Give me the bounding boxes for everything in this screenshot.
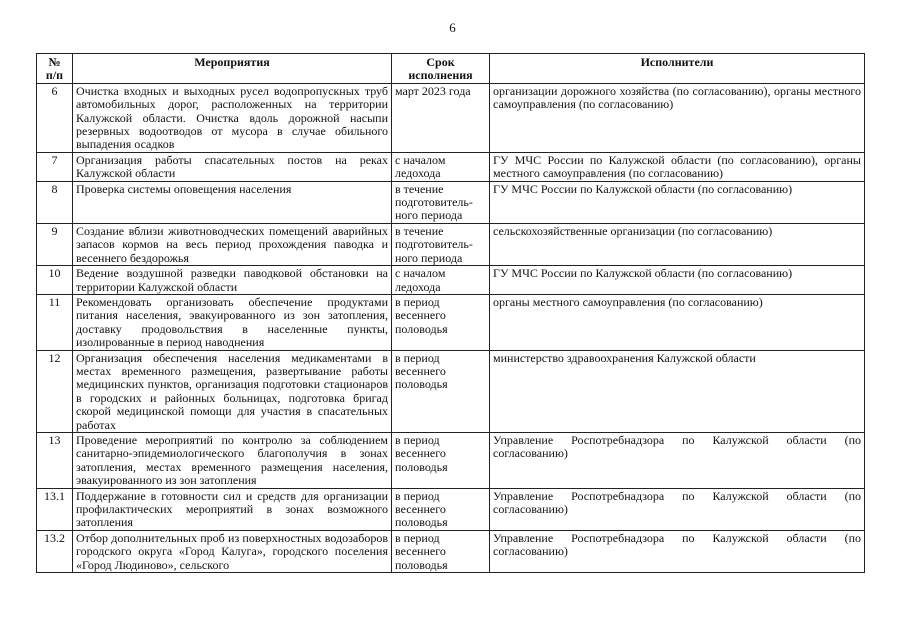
row-executors: Управление Роспотребнадзора по Калужской области (по согласованию) xyxy=(490,488,865,530)
row-term: март 2023 года xyxy=(392,83,490,152)
table-row xyxy=(37,152,865,181)
table-row xyxy=(37,530,865,572)
row-num: 13 xyxy=(37,432,73,488)
table-row xyxy=(37,432,865,488)
row-num: 13.1 xyxy=(37,488,73,530)
row-executors: ГУ МЧС России по Калужской области (по согласованию) xyxy=(490,266,865,295)
table-row xyxy=(37,266,865,295)
row-event: Создание вблизи животноводческих помещений аварийных запасов кормов на весь период прохождения паводка и весеннего бездорожья xyxy=(73,223,392,265)
row-term: в период весеннего половодья xyxy=(392,530,490,572)
row-event: Ведение воздушной разведки паводковой обстановки на территории Калужской области xyxy=(73,266,392,295)
row-term: с началом ледохода xyxy=(392,152,490,181)
header-term-line1: Срок xyxy=(426,55,455,69)
row-num: 9 xyxy=(37,223,73,265)
row-event: Очистка входных и выходных русел водопропускных труб автомобильных дорог, расположенных на территории Калужской области. Очистка вдоль дорожной насыпи резервных водоотводов от мусора в случае обильного выпадения осадков xyxy=(73,83,392,152)
row-term: в период весеннего половодья xyxy=(392,432,490,488)
header-term xyxy=(392,54,490,84)
row-num: 11 xyxy=(37,294,73,350)
page-number: 6 xyxy=(449,20,456,35)
row-term: в период весеннего половодья xyxy=(392,350,490,432)
row-num: 10 xyxy=(37,266,73,295)
table-header-row xyxy=(37,54,865,84)
row-term: в период весеннего половодья xyxy=(392,488,490,530)
row-event: Поддержание в готовности сил и средств для организации профилактических мероприятий в зонах возможного затопления xyxy=(73,488,392,530)
header-event: Мероприятия xyxy=(73,54,392,84)
row-term: в период весеннего половодья xyxy=(392,294,490,350)
row-num: 13.2 xyxy=(37,530,73,572)
row-executors: министерство здравоохранения Калужской области xyxy=(490,350,865,432)
header-num xyxy=(37,54,73,84)
table-row xyxy=(37,488,865,530)
row-term: в течение подготовитель-ного периода xyxy=(392,223,490,265)
row-event: Организация обеспечения населения медикаментами в местах временного размещения, развертывание работы медицинских пунктов, организация подготовки стационаров в городских и районных больницах, подготовка бригад скорой медицинской помощи для участия в спасательных работах xyxy=(73,350,392,432)
header-executors: Исполнители xyxy=(490,54,865,84)
header-num-line2: п/п xyxy=(45,68,64,83)
row-executors: сельскохозяйственные организации (по согласованию) xyxy=(490,223,865,265)
header-num-line1: № xyxy=(48,55,61,69)
table-row xyxy=(37,223,865,265)
table-row xyxy=(37,294,865,350)
row-term: с началом ледохода xyxy=(392,266,490,295)
row-executors: ГУ МЧС России по Калужской области (по согласованию) xyxy=(490,181,865,223)
row-event: Рекомендовать организовать обеспечение продуктами питания населения, эвакуированного из зон затопления, доставку продовольствия в населенные пункты, изолированные в период наводнения xyxy=(73,294,392,350)
row-num: 6 xyxy=(37,83,73,152)
row-num: 7 xyxy=(37,152,73,181)
row-executors: органы местного самоуправления (по согласованию) xyxy=(490,294,865,350)
table-row xyxy=(37,83,865,152)
table-row xyxy=(37,181,865,223)
row-executors: ГУ МЧС России по Калужской области (по согласованию), органы местного самоуправления (по согласованию) xyxy=(490,152,865,181)
row-num: 12 xyxy=(37,350,73,432)
row-executors: Управление Роспотребнадзора по Калужской области (по согласованию) xyxy=(490,432,865,488)
row-num: 8 xyxy=(37,181,73,223)
row-event: Проверка системы оповещения населения xyxy=(73,181,392,223)
row-term: в течение подготовитель-ного периода xyxy=(392,181,490,223)
row-executors: организации дорожного хозяйства (по согласованию), органы местного самоуправления (по согласованию) xyxy=(490,83,865,152)
row-executors: Управление Роспотребнадзора по Калужской области (по согласованию) xyxy=(490,530,865,572)
header-term-line2: исполнения xyxy=(408,68,473,83)
measures-table xyxy=(36,53,865,573)
row-event: Отбор дополнительных проб из поверхностных водозаборов городского округа «Город Калуга», городского поселения «Город Людиново», сельского xyxy=(73,530,392,572)
row-event: Организация работы спасательных постов на реках Калужской области xyxy=(73,152,392,181)
table-row xyxy=(37,350,865,432)
row-event: Проведение мероприятий по контролю за соблюдением санитарно-эпидемиологического благополучия в зонах затопления, местах временного размещения населения, эвакуированного из зон затопления xyxy=(73,432,392,488)
